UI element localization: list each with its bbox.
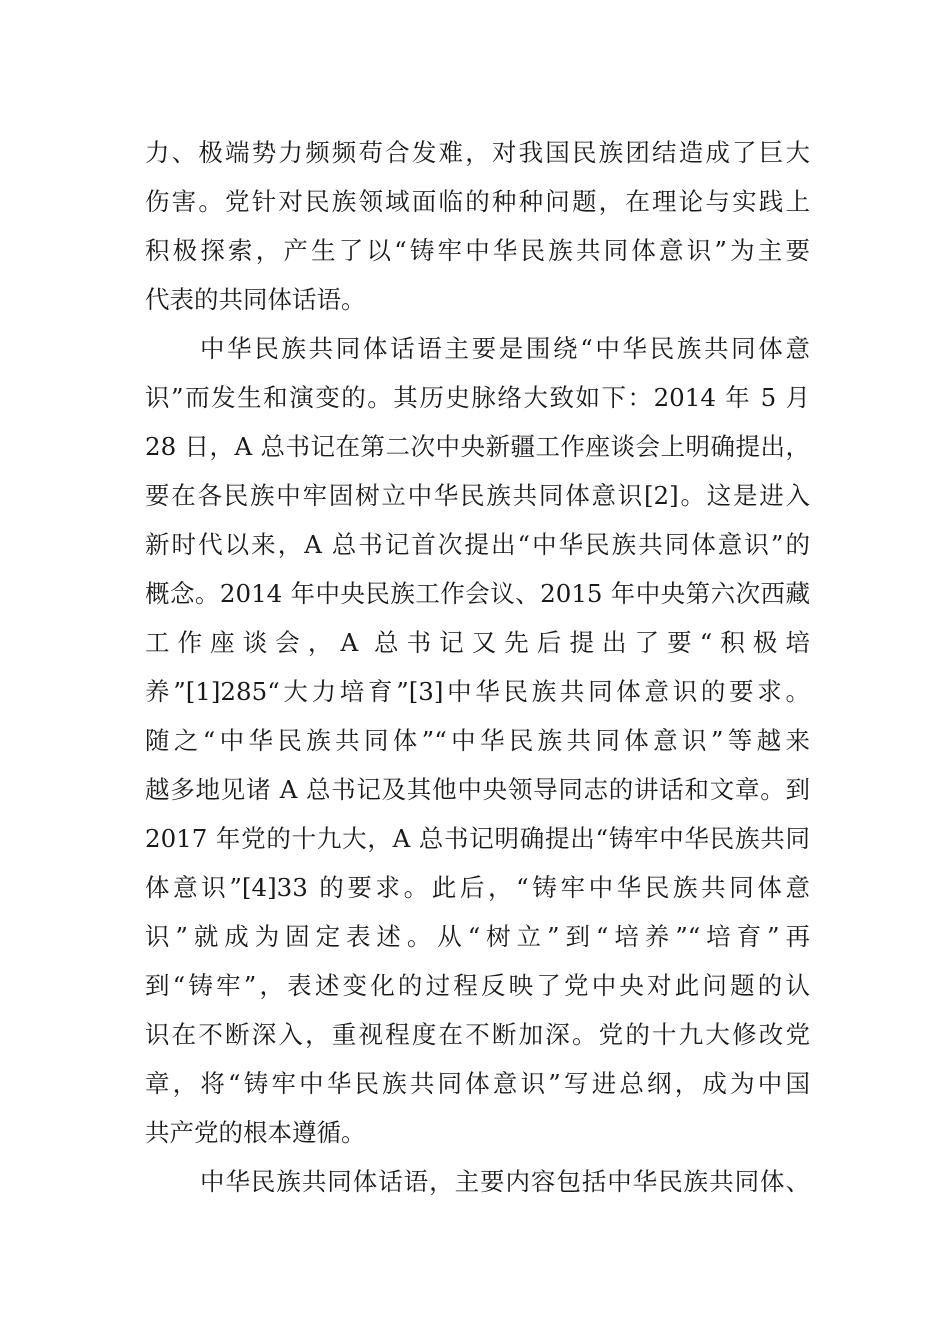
- text-line: 中华民族共同体话语主要是围绕“中华民族共同体意: [200, 334, 810, 363]
- text-line: 中华民族共同体话语，主要内容包括中华民族共同体、: [200, 1167, 810, 1196]
- text-line: 28 日，A 总书记在第二次中央新疆工作座谈会上明确提出，: [145, 432, 810, 461]
- text-line: 概念。2014 年中央民族工作会议、2015 年中央第六次西藏: [145, 579, 810, 608]
- text-line: 新时代以来，A 总书记首次提出“中华民族共同体意识”的: [145, 530, 810, 559]
- text-line: 养”[1]285“大力培育”[3]中华民族共同体意识的要求。: [145, 677, 810, 706]
- text-line: 识”而发生和演变的。其历史脉络大致如下：2014 年 5 月: [145, 383, 810, 412]
- text-line: 识”就成为固定表述。从“树立”到“培养”“培育”再: [145, 922, 810, 951]
- text-line: 代表的共同体话语。: [145, 285, 366, 314]
- text-line: 到“铸牢”，表述变化的过程反映了党中央对此问题的认: [145, 971, 810, 1000]
- body-text: [145, 128, 810, 1206]
- text-line: 积极探索，产生了以“铸牢中华民族共同体意识”为主要: [145, 236, 810, 265]
- text-line: 章，将“铸牢中华民族共同体意识”写进总纲，成为中国: [145, 1069, 810, 1098]
- text-line: 越多地见诸 A 总书记及其他中央领导同志的讲话和文章。到: [145, 775, 810, 804]
- text-line: 力、极端势力频频苟合发难，对我国民族团结造成了巨大: [145, 138, 810, 167]
- text-line: 识在不断深入，重视程度在不断加深。党的十九大修改党: [145, 1020, 810, 1049]
- text-line: 工作座谈会，A 总书记又先后提出了要“积极培: [145, 628, 810, 657]
- text-line: 体意识”[4]33 的要求。此后，“铸牢中华民族共同体意: [145, 873, 810, 902]
- text-line: 共产党的根本遵循。: [145, 1118, 366, 1147]
- text-line: 伤害。党针对民族领域面临的种种问题，在理论与实践上: [145, 187, 810, 216]
- text-line: 要在各民族中牢固树立中华民族共同体意识[2]。这是进入: [145, 481, 810, 510]
- text-line: 2017 年党的十九大，A 总书记明确提出“铸牢中华民族共同: [145, 824, 810, 853]
- text-line: 随之“中华民族共同体”“中华民族共同体意识”等越来: [145, 726, 810, 755]
